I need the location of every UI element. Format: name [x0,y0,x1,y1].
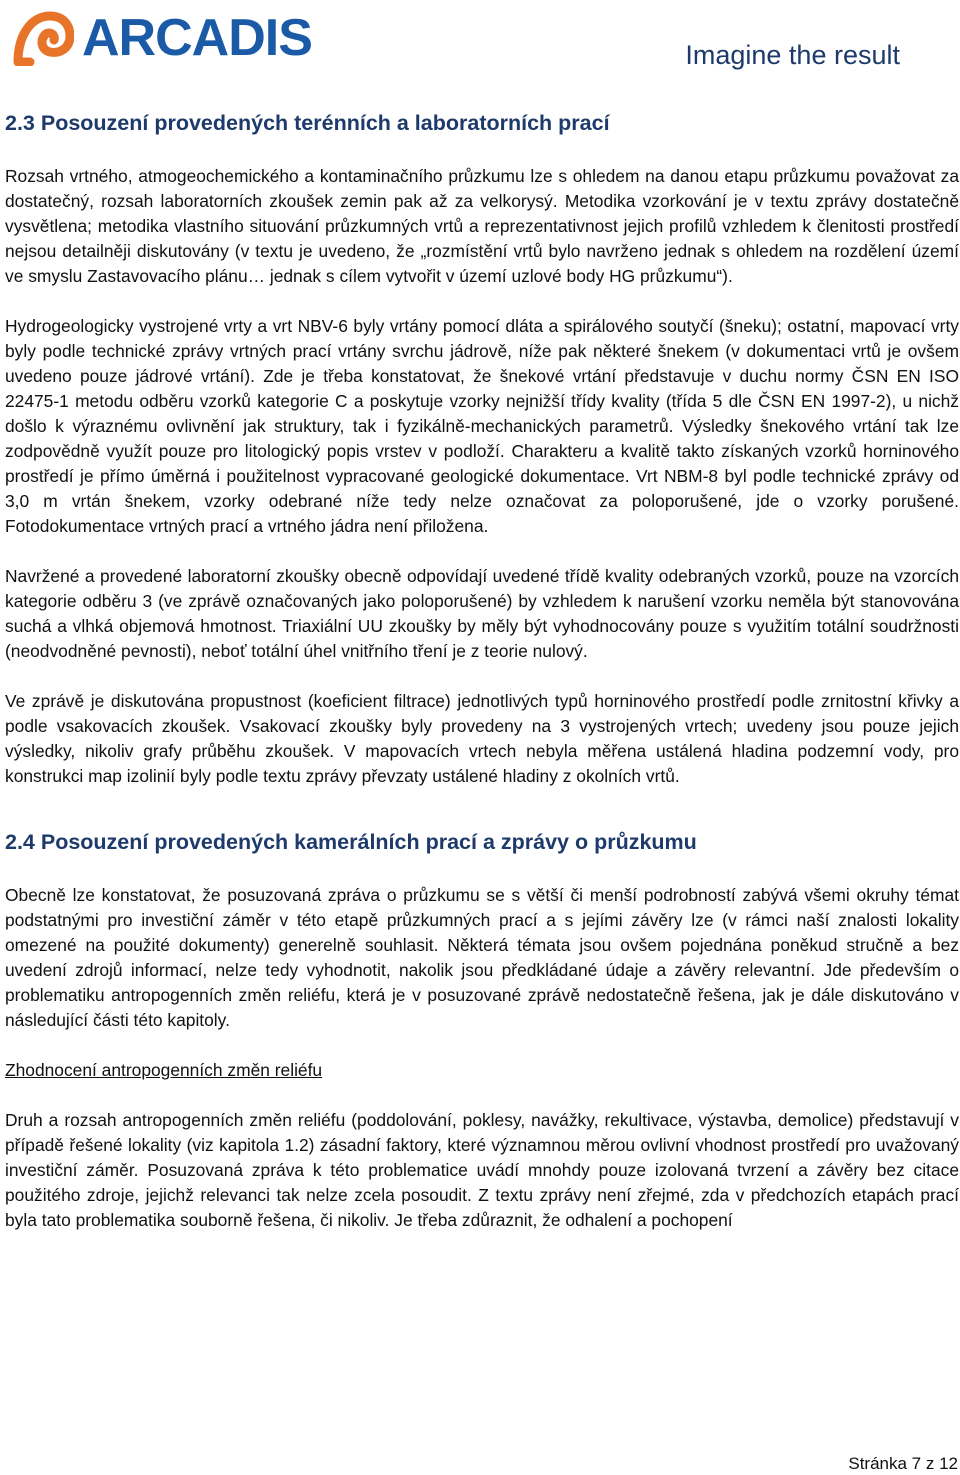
paragraph: Navržené a provedené laboratorní zkoušky obecně odpovídají uvedené třídě kvality odebraných vzorků, pouze na vzorcích kategorie odběru 3 (ve zprávě označovaných jako poloporušené) by vzhledem k narušení vzorku neměla být stanovována suchá a vlhká objemová hmotnost. Triaxiální UU zkoušky by měly být vyhodnocovány pouze s využitím totální soudržnosti (neodvodněné pevnosti), neboť totální úhel vnitřního tření je z teorie nulový. [5,566,959,661]
arcadis-swirl-logo-icon [12,10,74,66]
logo-wordmark: ARCADIS [82,9,312,67]
paragraph: Hydrogeologicky vystrojené vrty a vrt NBV-6 byly vrtány pomocí dláta a spirálového soutyčí (šneku); ostatní, mapovací vrty byly podle technické zprávy vrtných prací vrtány svrchu jádrově, níže pak některé šnekem (v dokumentaci vrtů je ovšem uvedeno pouze jádrové vrtání). Zde je třeba konstatovat, že šnekové vrtání představuje v duchu normy ČSN EN ISO 22475-1 metodu odběru vzorků kategorie C a poskytuje vzorky nejnižší třídy kvality (třída 5 dle ČSN EN 1997-2), u nichž došlo k výraznému ovlivnění jak struktury, tak i fyzikálně-mechanických parametrů. Výsledky šnekového vrtání tak lze zodpovědně využít pouze pro litologický popis vrstev v podloží. Charakteru a kvalitě takto získaných vzorků horninového prostředí je přímo úměrná i použitelnost vypracované geologické dokumentace. Vrt NBM-8 byl podle technické zprávy od 3,0 m vrtán šnekem, vzorky odebrané níže tedy nelze označovat za poloporušené, jde o vzorky porušené. Fotodokumentace vrtných prací a vrtného jádra není přiložena. [5,316,959,536]
paragraph: Rozsah vrtného, atmogeochemického a kontaminačního průzkumu lze s ohledem na danou etapu průzkumu považovat za dostatečný, rozsah laboratorních zkoušek zemin pak až za velkorysý. Metodika vzorkování je v textu zprávy dostatečně vysvětlena; metodika vlastního situování průzkumných vrtů a reprezentativnost jejich profilů vzhledem k členitosti prostředí nejsou detailněji diskutovány (v textu je uvedeno, že „rozmístění vrtů bylo navrženo jednak s ohledem na rozdělení území ve smyslu Zastavovacího plánu… jednak s cílem vytvořit v území uzlové body HG průzkumu“). [5,166,959,286]
page-number: Stránka 7 z 12 [848,1454,958,1473]
paragraph: Ve zprávě je diskutována propustnost (koeficient filtrace) jednotlivých typů horninového prostředí podle zrnitostní křivky a podle vsakovacích zkoušek. Vsakovací zkoušky byly provedeny na 3 vystrojených vrtech; uvedeny jsou pouze jejich výsledky, nikoliv grafy průběhu zkoušek. V mapovacích vrtech nebyla měřena ustálená hladina podzemní vody, pro konstrukci map izolinií byly podle textu zprávy převzaty ustálené hladiny z okolních vrtů. [5,691,959,786]
company-logo [12,8,312,68]
section-heading: 2.3 Posouzení provedených terénních a laboratorních prací [5,111,610,135]
paragraph: Druh a rozsah antropogenních změn reliéfu (poddolování, poklesy, navážky, rekultivace, výstavba, demolice) představují v případě řešené lokality (viz kapitola 1.2) zásadní faktory, které významnou měrou ovlivní vhodnost prostředí pro uvažovaný investiční záměr. Posuzovaná zpráva k této problematice uvádí mnohdy pouze izolovaná tvrzení a závěry bez citace použitého zdroje, jejichž relevanci tak nelze zcela posoudit. Z textu zprávy není zřejmé, zda v předchozích etapách prací byla tato problematika souborně řešena, či nikoliv. Je třeba zdůraznit, že odhalení a pochopení [5,1110,959,1230]
section-heading: 2.4 Posouzení provedených kamerálních prací a zprávy o průzkumu [5,830,697,854]
page-header [0,0,960,80]
subsection-heading: Zhodnocení antropogenních změn reliéfu [5,1060,323,1080]
header-tagline: Imagine the result [685,40,900,70]
document-body [5,108,959,1258]
paragraph: Obecně lze konstatovat, že posuzovaná zpráva o průzkumu se s větší či menší podrobností zabývá všemi okruhy témat podstatnými pro investiční záměr v této etapě průzkumných prací a s jejími závěry lze (v rámci naší znalosti lokality omezené na použité dokumenty) generelně souhlasit. Některá témata jsou ovšem pojednána poněkud stručně a bez uvedení zdrojů informací, nelze tedy vyhodnotit, nakolik jsou předkládané údaje a závěry relevantní. Jde především o problematiku antropogenních změn reliéfu, která je v posuzované zprávě nedostatečně řešena, jak je dále diskutováno v následující části této kapitoly. [5,885,959,1030]
